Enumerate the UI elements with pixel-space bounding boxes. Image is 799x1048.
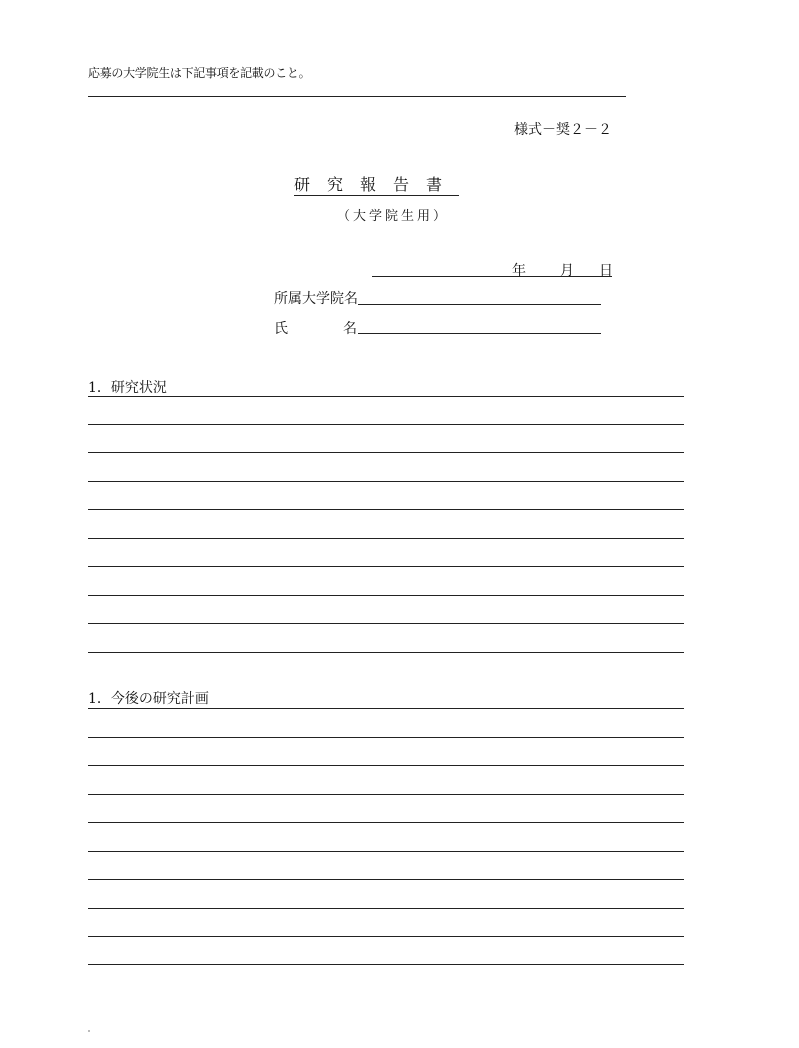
document-title: 研究報告書 <box>294 175 460 194</box>
writing-line[interactable] <box>88 396 684 397</box>
writing-line[interactable] <box>88 424 684 425</box>
writing-line[interactable] <box>88 936 684 937</box>
scan-speck <box>88 1030 90 1032</box>
writing-line[interactable] <box>88 851 684 852</box>
writing-line[interactable] <box>88 538 684 539</box>
writing-line[interactable] <box>88 822 684 823</box>
writing-line[interactable] <box>88 566 684 567</box>
writing-line[interactable] <box>88 879 684 880</box>
date-day-label: 日 <box>599 263 613 279</box>
writing-line[interactable] <box>88 652 684 653</box>
top-divider <box>88 96 626 97</box>
date-month-label: 月 <box>560 263 574 279</box>
name-field-line[interactable] <box>358 333 601 334</box>
writing-line[interactable] <box>88 623 684 624</box>
writing-line[interactable] <box>88 737 684 738</box>
writing-line[interactable] <box>88 794 684 795</box>
form-number: 様式－奨２－２ <box>514 122 612 138</box>
affiliation-label: 所属大学院名 <box>274 291 358 307</box>
section-title: 1．研究状況 <box>88 380 167 396</box>
date-field-line[interactable] <box>372 276 612 277</box>
writing-line[interactable] <box>88 595 684 596</box>
writing-line[interactable] <box>88 481 684 482</box>
name-label-first: 氏 <box>274 321 288 337</box>
writing-line[interactable] <box>88 708 684 709</box>
writing-line[interactable] <box>88 765 684 766</box>
writing-line[interactable] <box>88 964 684 965</box>
writing-line[interactable] <box>88 452 684 453</box>
date-year-label: 年 <box>512 263 526 279</box>
writing-line[interactable] <box>88 509 684 510</box>
name-label-second: 名 <box>343 321 357 337</box>
writing-line[interactable] <box>88 908 684 909</box>
document-subtitle: （大学院生用） <box>337 209 450 224</box>
affiliation-field-line[interactable] <box>358 304 601 305</box>
instruction-note: 応募の大学院生は下記事項を記載のこと。 <box>88 66 311 80</box>
section-title: 1．今後の研究計画 <box>88 691 209 707</box>
